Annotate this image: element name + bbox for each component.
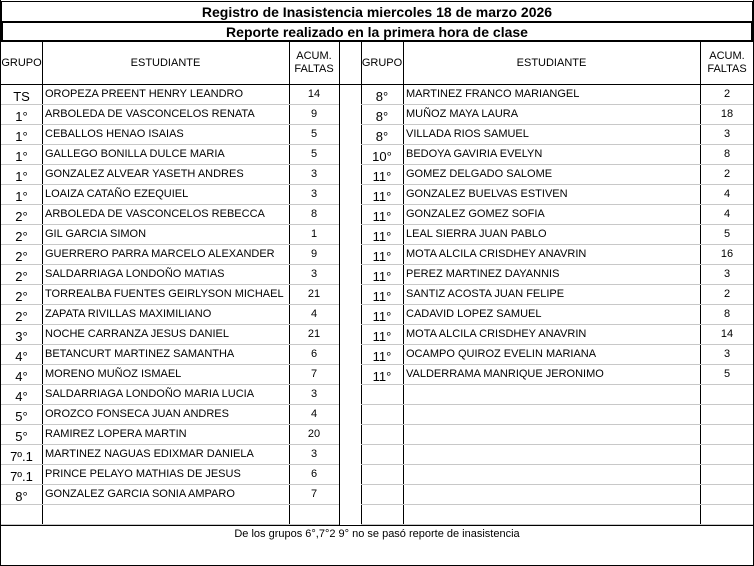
right-row-grupo: 8° <box>375 89 389 104</box>
right-row-estudiante: LEAL SIERRA JUAN PABLO <box>406 228 547 240</box>
left-row-acum-faltas: 9 <box>310 248 318 260</box>
left-header-estudiante: ESTUDIANTE <box>130 56 201 69</box>
grid-line <box>361 144 753 145</box>
left-row-acum-faltas: 14 <box>307 88 321 100</box>
grid-line <box>361 464 753 465</box>
right-row-grupo: 11° <box>372 229 392 244</box>
left-row-acum-faltas: 7 <box>310 368 318 380</box>
right-row-estudiante: MOTA ALCILA CRISDHEY ANAVRIN <box>406 328 587 340</box>
grid-line <box>1 324 339 325</box>
right-header-grupo: GRUPO <box>361 56 403 69</box>
grid-line <box>1 444 339 445</box>
grid-line <box>1 424 339 425</box>
left-row-acum-faltas: 5 <box>310 148 318 160</box>
right-row-estudiante: MARTINEZ FRANCO MARIANGEL <box>406 88 580 100</box>
left-row-estudiante: GALLEGO BONILLA DULCE MARIA <box>45 148 225 160</box>
grid-line <box>361 204 753 205</box>
left-row-acum-faltas: 3 <box>310 448 318 460</box>
left-row-estudiante: GIL GARCIA SIMON <box>45 228 147 240</box>
right-row-estudiante: BEDOYA GAVIRIA EVELYN <box>406 148 543 160</box>
right-row-estudiante: MOTA ALCILA CRISDHEY ANAVRIN <box>406 248 587 260</box>
left-row-estudiante: CEBALLOS HENAO ISAIAS <box>45 128 184 140</box>
left-row-acum-faltas: 3 <box>310 188 318 200</box>
grid-line <box>1 464 339 465</box>
grid-line <box>1 404 339 405</box>
grid-line <box>361 304 753 305</box>
right-row-estudiante: OCAMPO QUIROZ EVELIN MARIANA <box>406 348 597 360</box>
left-row-grupo: 7º.1 <box>10 469 33 484</box>
left-row-estudiante: NOCHE CARRANZA JESUS DANIEL <box>45 328 229 340</box>
grid-line <box>1 484 339 485</box>
right-row-grupo: 11° <box>372 189 392 204</box>
left-row-acum-faltas: 4 <box>310 408 318 420</box>
left-row-estudiante: GUERRERO PARRA MARCELO ALEXANDER <box>45 248 275 260</box>
left-row-acum-faltas: 1 <box>310 228 318 240</box>
left-row-estudiante: TORREALBA FUENTES GEIRLYSON MICHAEL <box>45 288 284 300</box>
grid-line <box>1 124 339 125</box>
right-row-grupo: 11° <box>372 309 392 324</box>
grid-line <box>361 264 753 265</box>
right-header-faltas: FALTAS <box>707 63 747 75</box>
left-row-estudiante: LOAIZA CATAÑO EZEQUIEL <box>45 188 189 200</box>
grid-line <box>361 504 753 505</box>
grid-line <box>361 164 753 165</box>
grid-line <box>1 364 339 365</box>
right-row-estudiante: GONZALEZ BUELVAS ESTIVEN <box>406 188 568 200</box>
right-header-acum-faltas <box>700 42 754 84</box>
grid-line <box>1 204 339 205</box>
left-row-grupo: 2° <box>15 309 28 324</box>
grid-line <box>361 184 753 185</box>
right-row-estudiante: VILLADA RIOS SAMUEL <box>406 128 529 140</box>
grid-line <box>361 484 753 485</box>
right-row-acum-faltas: 8 <box>723 308 731 320</box>
left-row-grupo: 7º.1 <box>10 449 33 464</box>
left-row-grupo: 1° <box>15 189 28 204</box>
left-row-acum-faltas: 3 <box>310 268 318 280</box>
left-row-grupo: 5° <box>15 409 28 424</box>
left-row-estudiante: GONZALEZ GARCIA SONIA AMPARO <box>45 488 235 500</box>
left-header-faltas: FALTAS <box>294 63 334 75</box>
left-row-acum-faltas: 20 <box>307 428 321 440</box>
left-row-estudiante: BETANCURT MARTINEZ SAMANTHA <box>45 348 235 360</box>
right-row-acum-faltas: 14 <box>720 328 734 340</box>
right-row-grupo: 8° <box>375 109 389 124</box>
grid-line <box>1 344 339 345</box>
left-row-acum-faltas: 21 <box>307 328 321 340</box>
left-row-grupo: 2° <box>15 209 28 224</box>
grid-line <box>361 124 753 125</box>
grid-line <box>1 284 339 285</box>
grid-line <box>361 324 753 325</box>
right-row-acum-faltas: 8 <box>723 148 731 160</box>
left-row-grupo: 1° <box>15 129 28 144</box>
sheet-subtitle: Reporte realizado en la primera hora de clase <box>1 21 753 42</box>
grid-line <box>361 104 753 105</box>
grid-line <box>0 84 754 85</box>
right-row-grupo: 11° <box>372 369 392 384</box>
right-row-estudiante: GOMEZ DELGADO SALOME <box>406 168 553 180</box>
left-row-estudiante: SALDARRIAGA LONDOÑO MARIA LUCIA <box>45 388 255 400</box>
left-row-acum-faltas: 3 <box>310 388 318 400</box>
left-row-acum-faltas: 6 <box>310 468 318 480</box>
grid-line <box>361 364 753 365</box>
right-row-grupo: 8° <box>375 129 389 144</box>
grid-line <box>1 224 339 225</box>
right-row-acum-faltas: 3 <box>723 268 731 280</box>
left-row-acum-faltas: 6 <box>310 348 318 360</box>
right-row-estudiante: GONZALEZ GOMEZ SOFIA <box>406 208 545 220</box>
left-row-grupo: 3° <box>15 329 28 344</box>
grid-line <box>361 404 753 405</box>
right-header-estudiante: ESTUDIANTE <box>516 56 587 69</box>
right-row-estudiante: SANTIZ ACOSTA JUAN FELIPE <box>406 288 565 300</box>
grid-line <box>361 344 753 345</box>
left-row-estudiante: ARBOLEDA DE VASCONCELOS REBECCA <box>45 208 265 220</box>
right-row-estudiante: CADAVID LOPEZ SAMUEL <box>406 308 542 320</box>
right-row-acum-faltas: 5 <box>723 228 731 240</box>
right-row-grupo: 11° <box>372 209 392 224</box>
grid-line <box>361 224 753 225</box>
left-row-grupo: 4° <box>15 349 28 364</box>
right-row-grupo: 11° <box>372 169 392 184</box>
grid-line <box>361 384 753 385</box>
left-row-estudiante: MORENO MUÑOZ ISMAEL <box>45 368 182 380</box>
right-header-acum: ACUM. <box>709 50 745 62</box>
right-row-acum-faltas: 4 <box>723 208 731 220</box>
left-row-estudiante: OROZCO FONSECA JUAN ANDRES <box>45 408 229 420</box>
grid-line <box>361 284 753 285</box>
left-row-grupo: 1° <box>15 149 28 164</box>
right-row-grupo: 11° <box>372 269 392 284</box>
right-row-estudiante: MUÑOZ MAYA LAURA <box>406 108 519 120</box>
left-row-estudiante: GONZALEZ ALVEAR YASETH ANDRES <box>45 168 244 180</box>
left-header-acum: ACUM. <box>296 50 332 62</box>
right-row-acum-faltas: 5 <box>723 368 731 380</box>
left-row-estudiante: SALDARRIAGA LONDOÑO MATIAS <box>45 268 225 280</box>
left-row-estudiante: MARTINEZ NAGUAS EDIXMAR DANIELA <box>45 448 254 460</box>
grid-line <box>1 264 339 265</box>
left-row-acum-faltas: 7 <box>310 488 318 500</box>
left-row-estudiante: OROPEZA PREENT HENRY LEANDRO <box>45 88 244 100</box>
right-row-acum-faltas: 2 <box>723 288 731 300</box>
right-row-acum-faltas: 16 <box>720 248 734 260</box>
left-row-grupo: 8° <box>15 489 28 504</box>
grid-line <box>361 444 753 445</box>
right-row-acum-faltas: 18 <box>720 108 734 120</box>
left-header-grupo: GRUPO <box>1 56 42 69</box>
left-row-estudiante: ARBOLEDA DE VASCONCELOS RENATA <box>45 108 255 120</box>
right-row-estudiante: PEREZ MARTINEZ DAYANNIS <box>406 268 560 280</box>
right-row-acum-faltas: 2 <box>723 88 731 100</box>
left-row-grupo: 2° <box>15 249 28 264</box>
right-row-acum-faltas: 3 <box>723 128 731 140</box>
grid-line <box>1 184 339 185</box>
grid-line <box>339 42 340 525</box>
left-row-grupo: 2° <box>15 269 28 284</box>
right-row-acum-faltas: 2 <box>723 168 731 180</box>
left-row-acum-faltas: 9 <box>310 108 318 120</box>
right-row-estudiante: VALDERRAMA MANRIQUE JERONIMO <box>406 368 604 380</box>
grid-line <box>1 504 339 505</box>
sheet-title: Registro de Inasistencia miercoles 18 de marzo 2026 <box>1 1 753 23</box>
left-header-acum-faltas <box>289 42 339 84</box>
footer-note: De los grupos 6°,7°2 9° no se pasó reporte de inasistencia <box>234 528 520 540</box>
grid-line <box>1 304 339 305</box>
right-row-grupo: 11° <box>372 349 392 364</box>
left-row-grupo: 1° <box>15 169 28 184</box>
right-row-grupo: 11° <box>372 289 392 304</box>
left-row-estudiante: RAMIREZ LOPERA MARTIN <box>45 428 187 440</box>
left-row-acum-faltas: 21 <box>307 288 321 300</box>
grid-line <box>1 244 339 245</box>
grid-line <box>1 164 339 165</box>
left-row-grupo: 1° <box>15 109 28 124</box>
grid-line <box>1 384 339 385</box>
left-row-grupo: 4° <box>15 389 28 404</box>
right-row-acum-faltas: 4 <box>723 188 731 200</box>
left-row-estudiante: PRINCE PELAYO MATHIAS DE JESUS <box>45 468 241 480</box>
left-row-grupo: TS <box>13 89 30 104</box>
left-row-estudiante: ZAPATA RIVILLAS MAXIMILIANO <box>45 308 212 320</box>
left-row-grupo: 2° <box>15 289 28 304</box>
left-row-acum-faltas: 8 <box>310 208 318 220</box>
left-row-acum-faltas: 3 <box>310 168 318 180</box>
left-row-acum-faltas: 5 <box>310 128 318 140</box>
right-row-grupo: 11° <box>372 329 392 344</box>
grid-line <box>361 424 753 425</box>
grid-line <box>361 244 753 245</box>
right-row-grupo: 10° <box>372 149 392 164</box>
grid-line <box>1 104 339 105</box>
left-row-grupo: 2° <box>15 229 28 244</box>
grid-line <box>1 144 339 145</box>
right-row-grupo: 11° <box>372 249 392 264</box>
left-row-grupo: 5° <box>15 429 28 444</box>
left-row-acum-faltas: 4 <box>310 308 318 320</box>
right-row-acum-faltas: 3 <box>723 348 731 360</box>
left-row-grupo: 4° <box>15 369 28 384</box>
